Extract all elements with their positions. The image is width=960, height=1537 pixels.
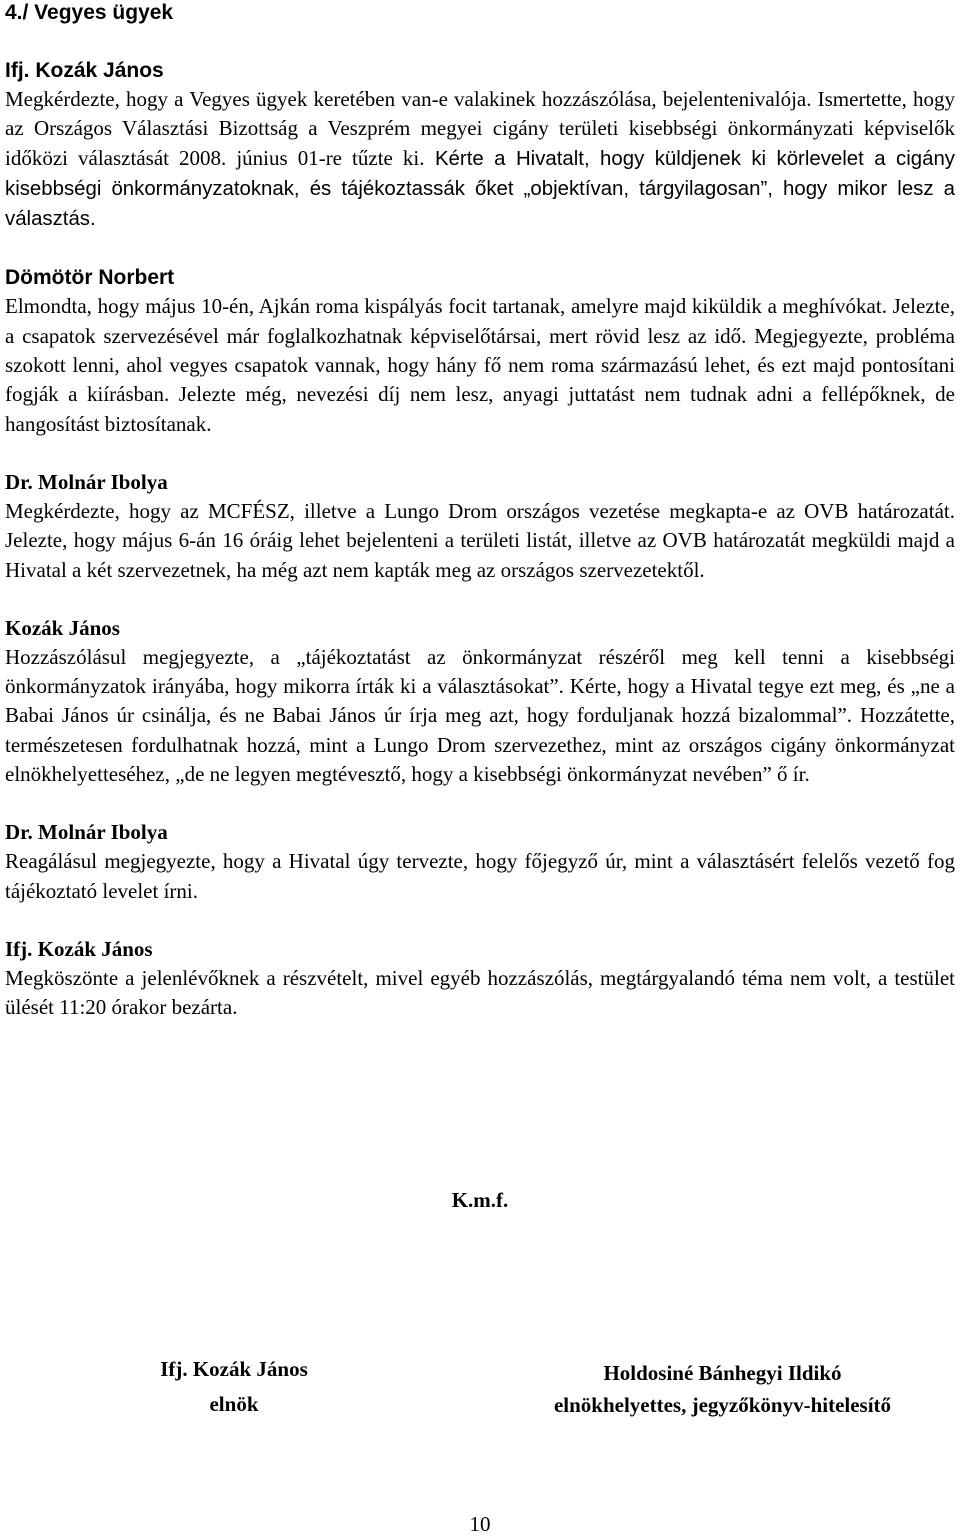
speech-block — [5, 56, 955, 234]
speaker-name: Dömötör Norbert — [5, 266, 175, 290]
signature-block — [500, 1357, 945, 1421]
kmf-label: K.m.f. — [451, 1188, 509, 1212]
signature-role: elnök — [209, 1392, 259, 1416]
signature-name: Holdosiné Bánhegyi Ildikó — [603, 1361, 842, 1385]
speaker-name: Dr. Molnár Ibolya — [5, 469, 168, 494]
signature-role: elnökhelyettes, jegyzőkönyv-hitelesítő — [553, 1393, 892, 1417]
signature-name: Ifj. Kozák János — [160, 1357, 308, 1381]
speech-block — [5, 614, 955, 789]
speaker-name: Ifj. Kozák János — [5, 59, 164, 82]
speech-text: Hozzászólásul megjegyezte, a „tájékoztatást az önkormányzat részéről meg kell tenni a kisebbségi önkormányzatok irányába, hogy mikorra írták ki a választásokat”. Kérte, hogy a Hivatal tegye ezt meg, és „ne a Babai János úr csinálja, és ne Babai János úr írja meg azt, hogy forduljanak hozzá bizalommal”. Hozzátette, természetesen fordulhatnak hozzá, mint a Lungo Drom szervezethez, mint az országos cigány önkormányzat elnökhelyetteséhez, „de ne legyen megtévesztő, hogy a kisebbségi önkormányzat nevében” ő ír. — [5, 644, 955, 787]
speaker-name: Dr. Molnár Ibolya — [5, 820, 168, 845]
speech-text — [5, 85, 955, 234]
signature-block — [134, 1352, 334, 1422]
speech-text: Elmondta, hogy május 10-én, Ajkán roma kispályás focit tartanak, amelyre majd kiküldik a meghívókat. Jelezte, a csapatok szervezésével már foglalkozhatnak képviselőtársai, mert rövid lesz az idő. Megjegyezte, probléma szokott lenni, ahol vegyes csapatok vannak, hogy hány fő nem roma származású lehet, és ezt majd pontosítani fogják a kiírásban. Jelezte még, nevezési díj nem lesz, anyagi juttatást nem tudnak adni a fellépőknek, de hangosítást biztosítanak. — [5, 294, 955, 436]
speech-block — [5, 935, 955, 1023]
speech-block — [5, 818, 955, 906]
page-number: 10 — [469, 1512, 491, 1536]
speech-text: Reagálásul megjegyezte, hogy a Hivatal úgy tervezte, hogy főjegyző úr, mint a választásért felelős vezető fog tájékoztató levelet írni. — [5, 849, 955, 903]
speech-text-part: Kérte a Hivatalt, hogy küldjenek ki körlevelet a cigány kisebbségi önkormányzatoknak, és tájékoztassák őket „objektívan, tárgyilagosan”, hogy mikor lesz a választás. — [5, 147, 955, 231]
speech-block — [5, 468, 955, 585]
speech-text-part: Megkérdezte, hogy a Vegyes ügyek keretében van-e valakinek hozzászólása, bejelentenivalója. Ismertette, hogy az Országos Választási Bizottság a Veszprém megyei cigány területi kisebbségi önkormányzati képviselők időközi választását 2008. június 01-re tűzte ki. — [5, 87, 955, 170]
document-page — [5, 0, 955, 1052]
speaker-name: Kozák János — [5, 615, 120, 640]
speaker-name: Ifj. Kozák János — [5, 936, 153, 961]
speech-block — [5, 263, 955, 438]
section-title: 4./ Vegyes ügyek — [5, 1, 174, 24]
speech-text: Megkérdezte, hogy az MCFÉSZ, illetve a Lungo Drom országos vezetése megkapta-e az OVB határozatát. Jelezte, hogy május 6-án 16 óráig lehet bejelenteni a területi listát, illetve az OVB határozatát megküldi majd a Hivatal a két szervezetnek, ha még azt nem kapták meg az országos szervezetektől. — [5, 498, 955, 582]
speech-text: Megköszönte a jelenlévőknek a részvételt, mivel egyéb hozzászólás, megtárgyalandó téma nem volt, a testület ülését 11:20 órakor bezárta. — [5, 965, 955, 1020]
